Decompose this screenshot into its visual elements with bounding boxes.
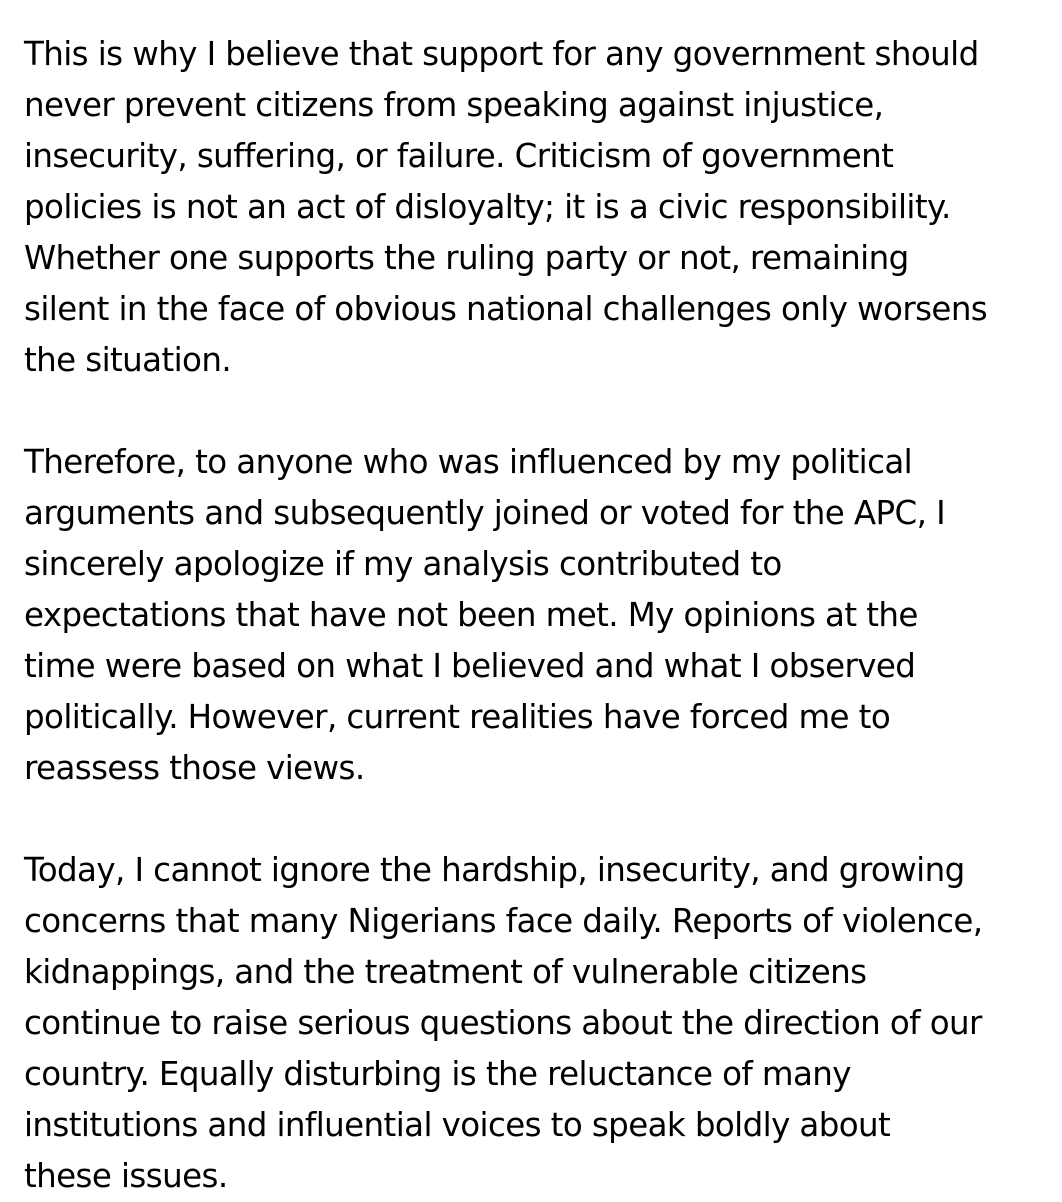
text-line: politically. However, current realities have forced me to <box>24 698 891 736</box>
document-body <box>24 29 1054 1202</box>
text-line: never prevent citizens from speaking against injustice, <box>24 86 884 124</box>
text-line: kidnappings, and the treatment of vulnerable citizens <box>24 953 867 991</box>
text-line: the situation. <box>24 341 232 379</box>
text-line: Whether one supports the ruling party or not, remaining <box>24 239 909 277</box>
text-line: sincerely apologize if my analysis contributed to <box>24 545 782 583</box>
text-line: institutions and influential voices to speak boldly about <box>24 1106 891 1144</box>
text-line: Today, I cannot ignore the hardship, insecurity, and growing <box>24 851 965 889</box>
text-line: expectations that have not been met. My opinions at the <box>24 596 918 634</box>
text-line: reassess those views. <box>24 749 365 787</box>
text-line: Therefore, to anyone who was influenced by my political <box>24 443 913 481</box>
text-line: policies is not an act of disloyalty; it is a civic responsibility. <box>24 188 951 226</box>
text-line: time were based on what I believed and what I observed <box>24 647 916 685</box>
paragraph-apology <box>24 437 1054 794</box>
text-line: This is why I believe that support for any government should <box>24 35 979 73</box>
text-line: insecurity, suffering, or failure. Criticism of government <box>24 137 894 175</box>
text-line: these issues. <box>24 1157 228 1195</box>
text-line: arguments and subsequently joined or voted for the APC, I <box>24 494 946 532</box>
text-line: continue to raise serious questions about the direction of our <box>24 1004 982 1042</box>
paragraph-current-concerns <box>24 845 1054 1202</box>
text-line: silent in the face of obvious national challenges only worsens <box>24 290 988 328</box>
text-line: concerns that many Nigerians face daily. Reports of violence, <box>24 902 983 940</box>
paragraph-support-for-government <box>24 29 1054 386</box>
text-line: country. Equally disturbing is the reluctance of many <box>24 1055 851 1093</box>
